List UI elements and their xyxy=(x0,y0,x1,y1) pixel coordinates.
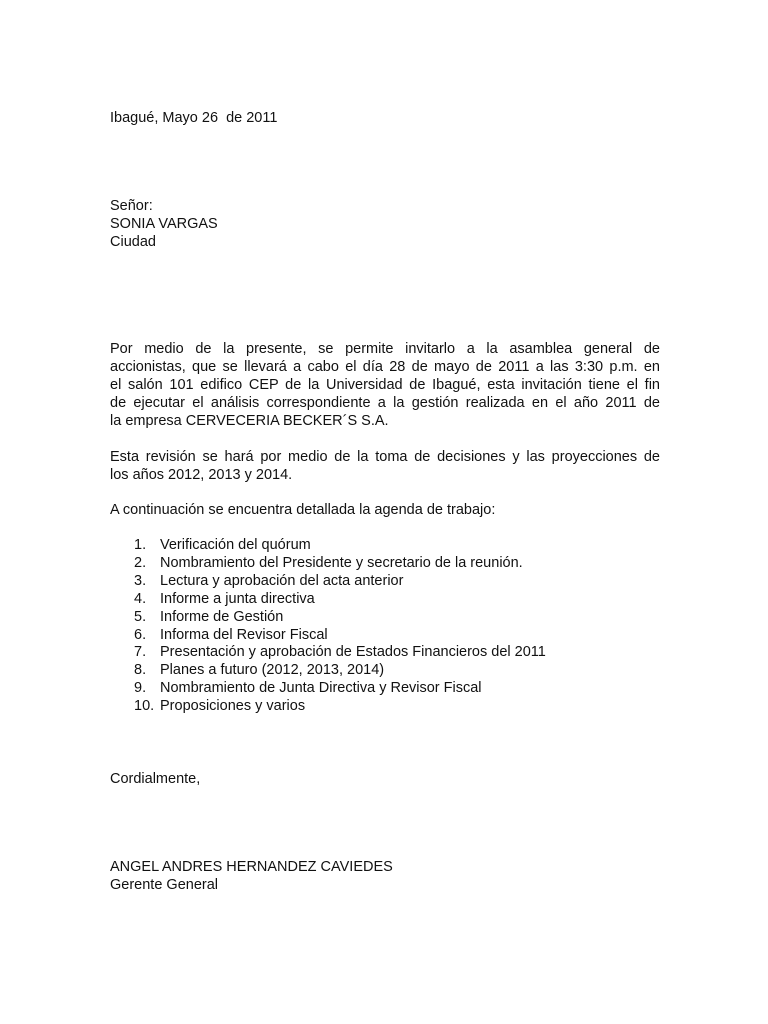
recipient-salutation: Señor: xyxy=(110,198,153,214)
agenda-item-number: 4. xyxy=(134,590,147,607)
agenda-item xyxy=(110,591,670,609)
agenda-item-number: 5. xyxy=(134,608,147,625)
signature-block xyxy=(110,858,660,894)
agenda-intro-text: A continuación se encuentra detallada la agenda de trabajo: xyxy=(110,502,496,518)
agenda-item-number: 1. xyxy=(134,537,147,553)
signatory-title: Gerente General xyxy=(110,877,219,893)
agenda-item-text: Nombramiento de Junta Directiva y Revisor Fiscal xyxy=(160,680,482,697)
paragraph-line: Esta revisión se hará por medio de la toma de decisiones y las proyecciones de xyxy=(110,449,660,465)
agenda-item-number: 2. xyxy=(134,554,147,571)
agenda-item xyxy=(110,555,670,573)
recipient-block xyxy=(110,197,660,251)
closing-block xyxy=(110,770,660,788)
agenda-list xyxy=(110,537,670,716)
paragraph-line: los años 2012, 2013 y 2014. xyxy=(110,467,293,483)
agenda-item-text: Lectura y aprobación del acta anterior xyxy=(160,572,404,589)
recipient-city: Ciudad xyxy=(110,234,156,250)
agenda-item-text: Presentación y aprobación de Estados Financieros del 2011 xyxy=(160,644,546,661)
agenda-item-number: 3. xyxy=(134,572,147,589)
agenda-item-text: Informe de Gestión xyxy=(160,608,284,625)
agenda-intro xyxy=(110,501,660,519)
agenda-item-text: Verificación del quórum xyxy=(160,537,311,553)
agenda-item xyxy=(110,537,670,555)
closing-text: Cordialmente, xyxy=(110,771,201,787)
agenda-item xyxy=(110,680,670,698)
agenda-item xyxy=(110,644,670,662)
paragraph-line: accionistas, que se llevará a cabo el día 28 de mayo de 2011 a las 3:30 p.m. en xyxy=(110,359,660,375)
letter-date xyxy=(110,109,660,127)
agenda-item-number: 7. xyxy=(134,644,147,661)
paragraph-line: la empresa CERVECERIA BECKER´S S.A. xyxy=(110,413,389,429)
date-text: Ibagué, Mayo 26 de 2011 xyxy=(110,110,278,126)
signatory-name: ANGEL ANDRES HERNANDEZ CAVIEDES xyxy=(110,859,393,875)
recipient-name: SONIA VARGAS xyxy=(110,216,218,232)
agenda-item-text: Proposiciones y varios xyxy=(160,698,306,715)
invitation-paragraph xyxy=(110,340,660,430)
review-paragraph xyxy=(110,448,660,484)
agenda-item xyxy=(110,662,670,680)
agenda-item-number: 9. xyxy=(134,680,147,697)
agenda-item xyxy=(110,609,670,627)
paragraph-line: el salón 101 edifico CEP de la Universidad de Ibagué, esta invitación tiene el fin xyxy=(110,377,660,393)
agenda-item-number: 8. xyxy=(134,662,147,679)
agenda-item-number: 10. xyxy=(134,698,155,715)
agenda-item xyxy=(110,573,670,591)
agenda-item xyxy=(110,627,670,645)
agenda-item-text: Planes a futuro (2012, 2013, 2014) xyxy=(160,662,385,679)
paragraph-line: de ejecutar el análisis correspondiente a la gestión realizada en el año 2011 de xyxy=(110,395,660,411)
agenda-item-text: Informe a junta directiva xyxy=(160,590,315,607)
paragraph-line: Por medio de la presente, se permite invitarlo a la asamblea general de xyxy=(110,341,660,357)
agenda-item-number: 6. xyxy=(134,626,147,643)
agenda-item-text: Nombramiento del Presidente y secretario de la reunión. xyxy=(160,554,523,571)
agenda-item-text: Informa del Revisor Fiscal xyxy=(160,626,328,643)
agenda-item xyxy=(110,698,670,716)
